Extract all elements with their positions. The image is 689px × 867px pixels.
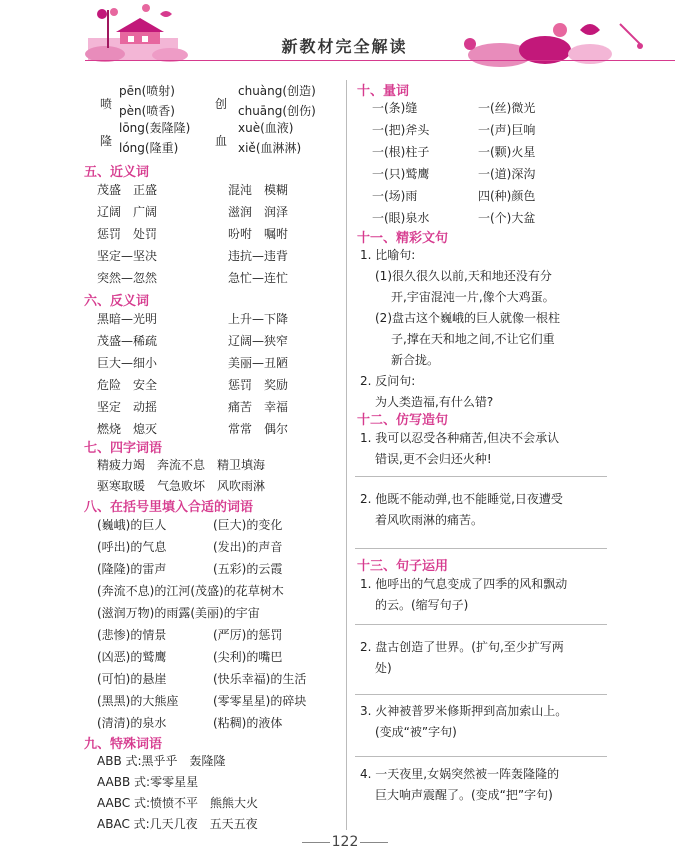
word-pair: 茂盛 正盛: [97, 183, 158, 197]
word-pair: 美丽—丑陋: [228, 356, 289, 370]
sentence-line: 新合拢。: [391, 353, 440, 367]
column-divider: [346, 80, 347, 830]
section-title-four-char: 七、四字词语: [84, 441, 163, 456]
word-pair: 急忙—连忙: [228, 271, 289, 285]
sentence-line: 为人类造福,有什么错?: [375, 395, 494, 409]
question-text: 2. 他既不能动弹,也不能睡觉,日夜遭受: [360, 492, 563, 506]
section-title-synonyms: 五、近义词: [84, 165, 150, 180]
header-rule: [85, 60, 675, 61]
section-title-antonyms: 六、反义词: [84, 294, 150, 309]
question-text: 1. 我可以忍受各种痛苦,但决不会承认: [360, 431, 560, 445]
question-text: 着风吹雨淋的痛苦。: [375, 513, 484, 527]
poly-reading: chuàng(创造): [238, 84, 316, 98]
poly-reading: xuè(血液): [238, 121, 294, 135]
fill-item: (凶恶)的鹫鹰: [97, 650, 167, 664]
pattern-row: AABB 式:零零星星: [97, 775, 199, 789]
poly-reading: chuāng(创伤): [238, 104, 316, 118]
question-text: 的云。(缩写句子): [375, 598, 469, 612]
answer-line: [355, 694, 607, 695]
word-pair: 巨大—细小: [97, 356, 158, 370]
section-title-special-words: 九、特殊词语: [84, 737, 163, 752]
word-pair: 辽阔—狭窄: [228, 334, 289, 348]
fill-item: (尖利)的嘴巴: [213, 650, 283, 664]
footer-dash-right: [360, 842, 388, 843]
word-pair: 混沌 模糊: [228, 183, 289, 197]
fill-item: (严厉)的惩罚: [213, 628, 283, 642]
pattern-row: ABAC 式:几天几夜 五天五夜: [97, 817, 258, 831]
fill-item: (黑黑)的大熊座: [97, 694, 179, 708]
word-pair: 坚定—坚决: [97, 249, 158, 263]
measure-item: 一(场)雨: [372, 189, 418, 203]
section-title-fill-brackets: 八、在括号里填入合适的词语: [84, 500, 254, 515]
header-title: 新教材完全解读: [281, 37, 408, 56]
word-pair: 上升—下降: [228, 312, 289, 326]
word-pair: 滋润 润泽: [228, 205, 289, 219]
question-text: 1. 他呼出的气息变成了四季的风和飘动: [360, 577, 568, 591]
fill-item: (五彩)的云霞: [213, 562, 283, 576]
measure-item: 一(颗)火星: [478, 145, 536, 159]
sentence-line: 开,宇宙混沌一片,像个大鸡蛋。: [391, 290, 555, 304]
word-pair: 痛苦 幸福: [228, 400, 289, 414]
sentence-line: (1)很久很久以前,天和地还没有分: [375, 269, 552, 283]
section-title-fine-sentences: 十一、精彩文句: [357, 231, 449, 246]
idiom-row: 精疲力竭 奔流不息 精卫填海: [97, 458, 266, 472]
fill-item: (悲惨)的情景: [97, 628, 167, 642]
measure-item: 一(个)大盆: [478, 211, 536, 225]
word-pair: 突然—忽然: [97, 271, 158, 285]
measure-item: 一(条)缝: [372, 101, 418, 115]
answer-line: [355, 548, 607, 549]
answer-line: [355, 624, 607, 625]
word-pair: 辽阔 广阔: [97, 205, 158, 219]
poly-reading: lóng(隆重): [119, 141, 179, 155]
poly-reading: xiě(血淋淋): [238, 141, 302, 155]
question-text: 处): [375, 661, 392, 675]
idiom-row: 驱寒取暖 气急败坏 风吹雨淋: [97, 479, 266, 493]
word-pair: 吩咐 嘱咐: [228, 227, 289, 241]
poly-char-pen: 喷: [100, 97, 113, 111]
poly-char-chuang: 创: [215, 97, 228, 111]
poly-char-long: 隆: [100, 134, 113, 148]
sentence-line: (2)盘古这个巍峨的巨人就像一根柱: [375, 311, 560, 325]
fill-item: (粘稠)的液体: [213, 716, 283, 730]
fill-item: (清清)的泉水: [97, 716, 167, 730]
poly-reading: pèn(喷香): [119, 104, 175, 118]
fill-item: (发出)的声音: [213, 540, 283, 554]
sentence-line: 子,撑在天和地之间,不让它们重: [391, 332, 555, 346]
measure-item: 四(种)颜色: [478, 189, 536, 203]
poly-reading: lōng(轰隆隆): [119, 121, 191, 135]
question-label: 2. 反问句:: [360, 374, 416, 388]
section-title-measure-words: 十、量词: [357, 84, 410, 99]
fill-item: (隆隆)的雷声: [97, 562, 167, 576]
fill-item: (零零星星)的碎块: [213, 694, 307, 708]
question-text: 4. 一天夜里,女娲突然被一阵轰隆隆的: [360, 767, 560, 781]
answer-line: [355, 476, 607, 477]
fill-item: (滋润万物)的雨露(美丽)的宇宙: [97, 606, 260, 620]
word-pair: 黑暗—光明: [97, 312, 158, 326]
measure-item: 一(道)深沟: [478, 167, 536, 181]
fill-item: (呼出)的气息: [97, 540, 167, 554]
word-pair: 燃烧 熄灭: [97, 422, 158, 436]
poly-char-xue: 血: [215, 134, 228, 148]
word-pair: 危险 安全: [97, 378, 158, 392]
answer-line: [355, 756, 607, 757]
section-title-imitation: 十二、仿写造句: [357, 413, 449, 428]
page-number: 122: [331, 834, 359, 850]
word-pair: 常常 偶尔: [228, 422, 289, 436]
question-text: 3. 火神被普罗米修斯押到高加索山上。: [360, 704, 568, 718]
word-pair: 坚定 动摇: [97, 400, 158, 414]
measure-item: 一(根)柱子: [372, 145, 430, 159]
fill-item: (可怕)的悬崖: [97, 672, 167, 686]
word-pair: 违抗—违背: [228, 249, 289, 263]
fill-item: (快乐幸福)的生活: [213, 672, 307, 686]
measure-item: 一(把)斧头: [372, 123, 430, 137]
pattern-row: AABC 式:愤愤不平 熊熊大火: [97, 796, 259, 810]
question-text: 错误,更不会归还火种!: [375, 452, 492, 466]
question-text: (变成“被”字句): [375, 725, 457, 739]
word-pair: 茂盛—稀疏: [97, 334, 158, 348]
section-title-sentence-use: 十三、句子运用: [357, 559, 449, 574]
question-text: 2. 盘古创造了世界。(扩句,至少扩写两: [360, 640, 564, 654]
pattern-row: ABB 式:黑乎乎 轰隆隆: [97, 754, 226, 768]
question-label: 1. 比喻句:: [360, 248, 416, 262]
fill-item: (奔流不息)的江河(茂盛)的花草树木: [97, 584, 284, 598]
word-pair: 惩罚 处罚: [97, 227, 158, 241]
fill-item: (巍峨)的巨人: [97, 518, 167, 532]
question-text: 巨大响声震醒了。(变成“把”字句): [375, 788, 553, 802]
fill-item: (巨大)的变化: [213, 518, 283, 532]
measure-item: 一(丝)微光: [478, 101, 536, 115]
measure-item: 一(眼)泉水: [372, 211, 430, 225]
measure-item: 一(声)巨响: [478, 123, 536, 137]
poly-reading: pēn(喷射): [119, 84, 175, 98]
word-pair: 惩罚 奖励: [228, 378, 289, 392]
measure-item: 一(只)鹫鹰: [372, 167, 430, 181]
